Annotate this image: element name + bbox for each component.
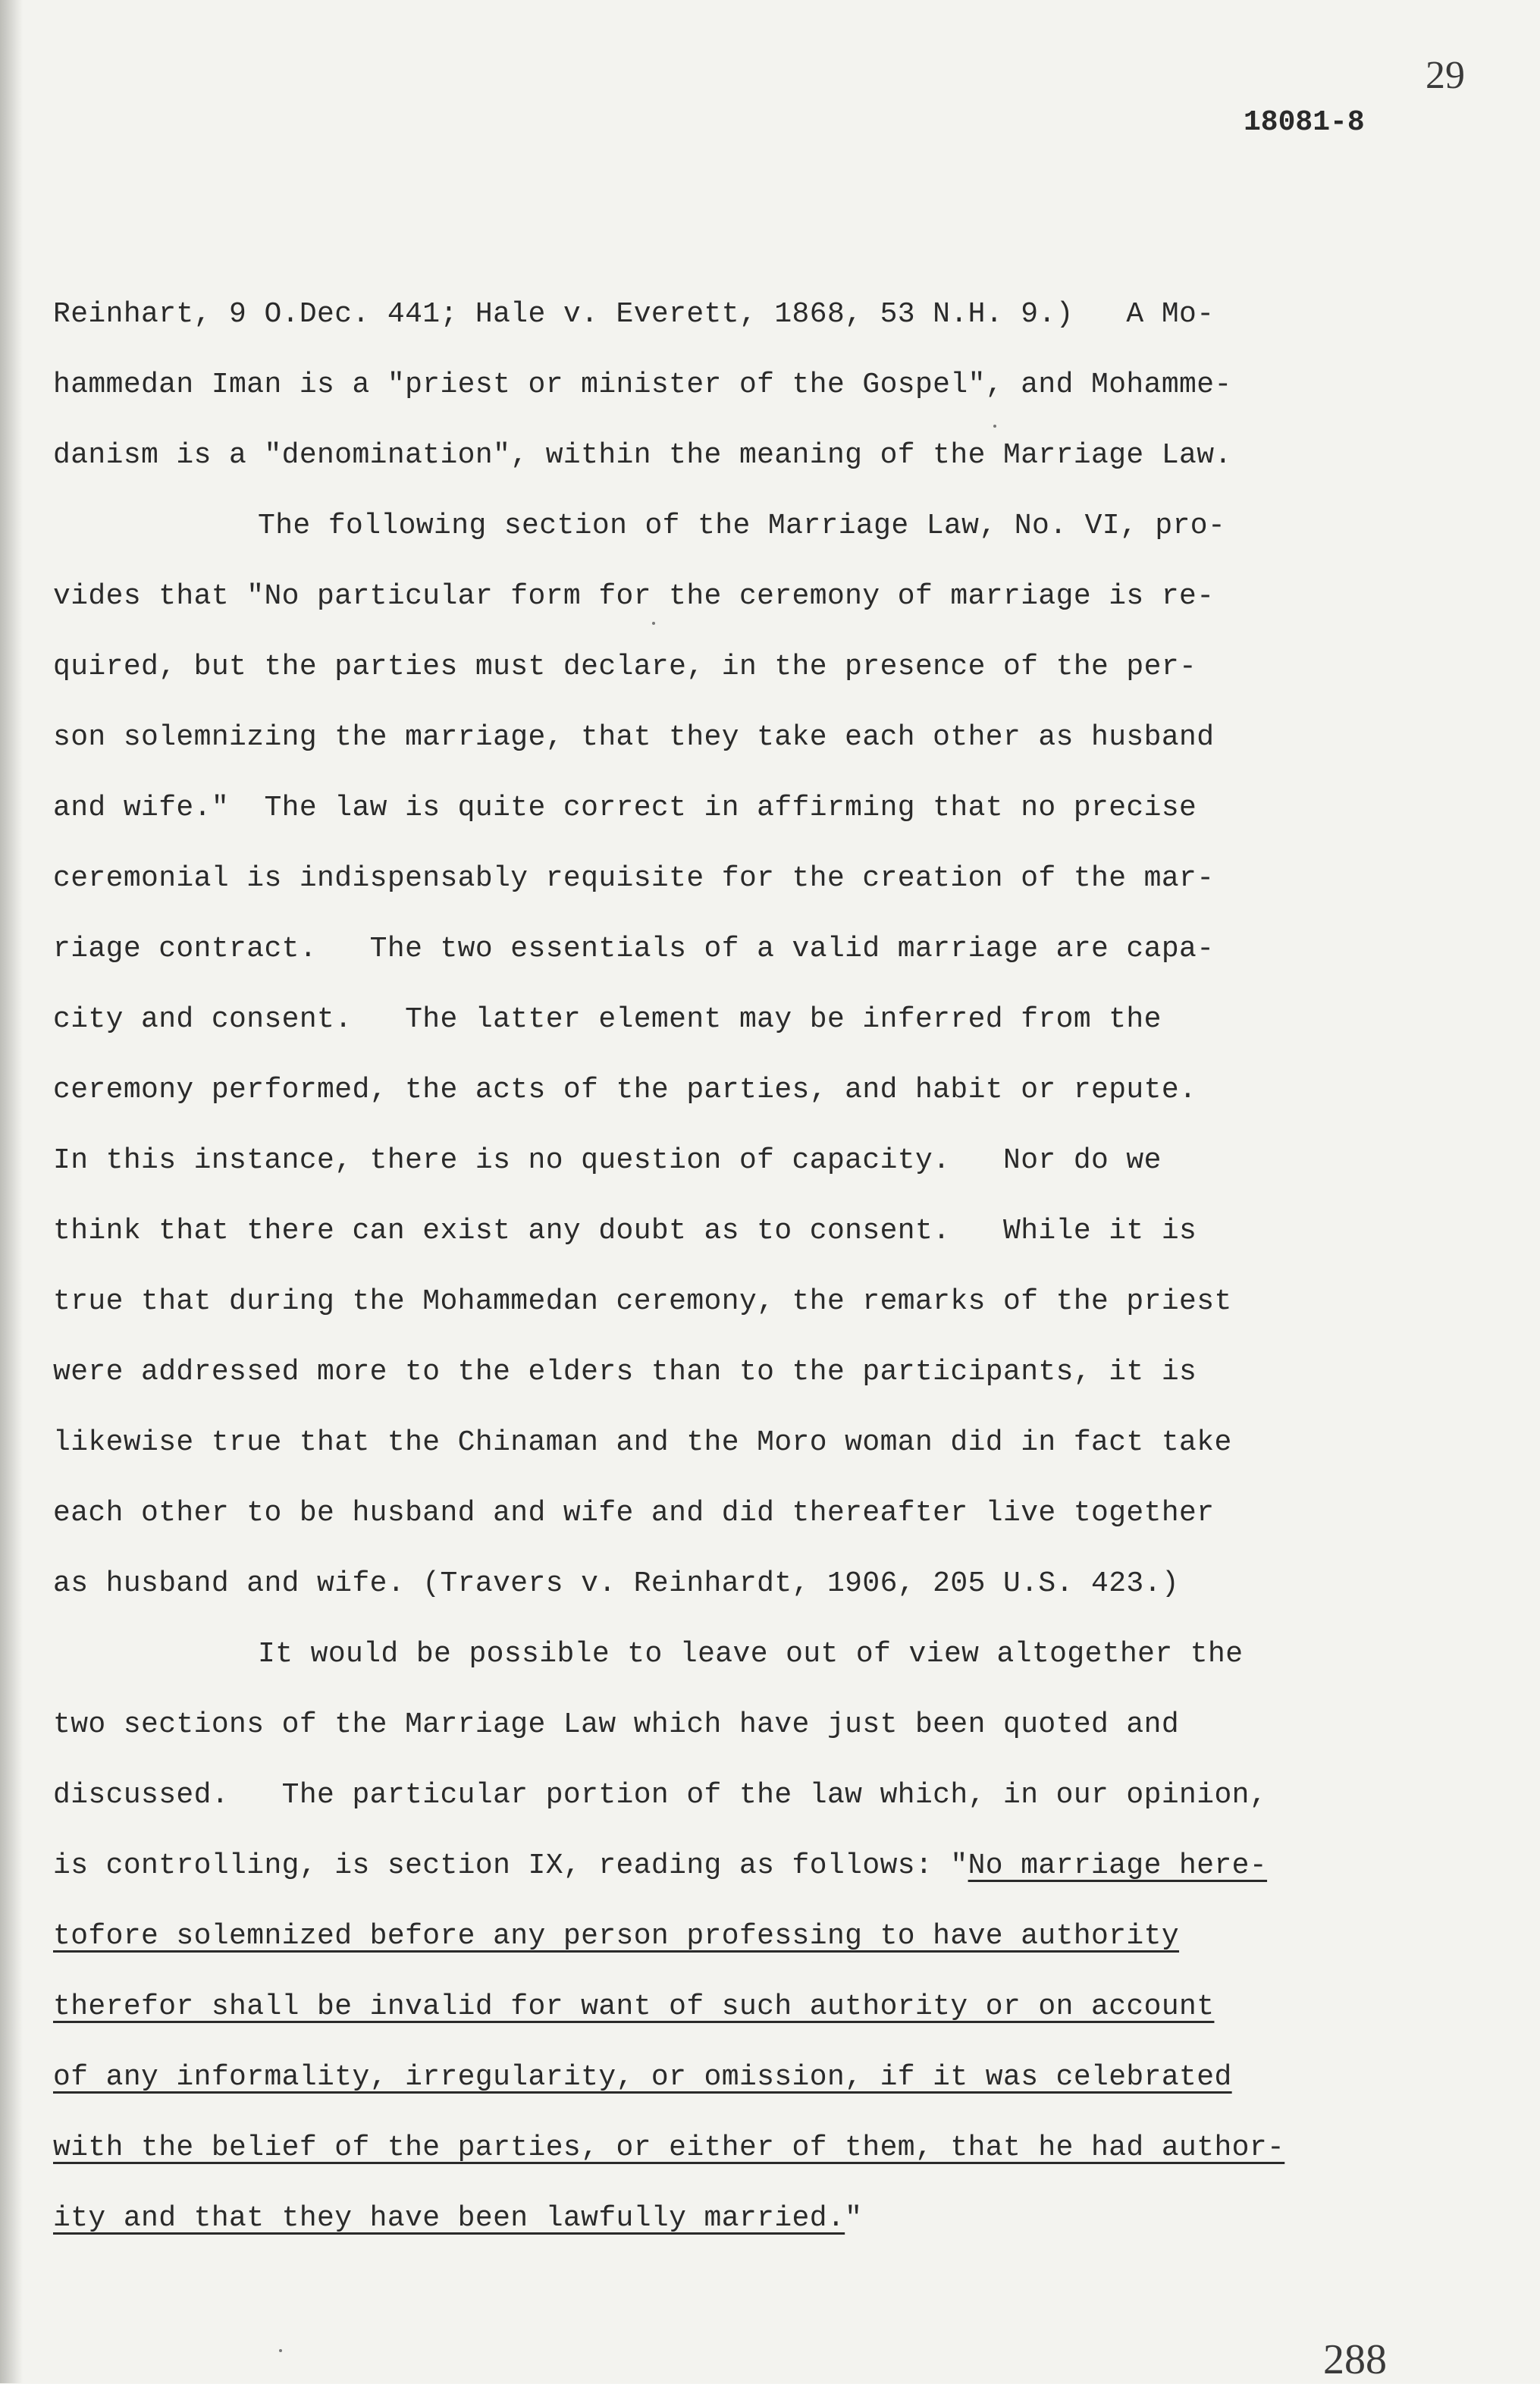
text-line: each other to be husband and wife and did thereafter live together	[53, 1497, 1215, 1529]
text-line: hammedan Iman is a "priest or minister of the Gospel", and Mohamme-	[53, 369, 1232, 401]
document-number: 18081-8	[1244, 106, 1365, 139]
text-line: ceremony performed, the acts of the parties, and habit or repute.	[53, 1074, 1197, 1106]
text-line: son solemnizing the marriage, that they take each other as husband	[53, 721, 1215, 754]
text-line	[53, 1972, 1479, 2042]
underlined-quote-line: of any informality, irregularity, or omission, if it was celebrated	[53, 2061, 1232, 2094]
text-line: and wife." The law is quite correct in affirming that no precise	[53, 792, 1197, 824]
text-line	[53, 1901, 1479, 1972]
text-line	[53, 1830, 1479, 1901]
underlined-quote-line: ity and that they have been lawfully married.	[53, 2202, 845, 2235]
text-line: riage contract. The two essentials of a valid marriage are capa-	[53, 933, 1215, 965]
text-line: think that there can exist any doubt as to consent. While it is	[53, 1215, 1197, 1247]
text-line	[53, 2113, 1479, 2183]
scan-speck	[279, 2349, 282, 2352]
underlined-quote-fragment: No marriage here-	[968, 1849, 1268, 1882]
text-line	[53, 2183, 1479, 2254]
text-line: danism is a "denomination", within the meaning of the Marriage Law.	[53, 439, 1232, 472]
text-line: quired, but the parties must declare, in the presence of the per-	[53, 651, 1197, 683]
text-line: vides that "No particular form for the ceremony of marriage is re-	[53, 580, 1215, 613]
text-line: discussed. The particular portion of the law which, in our opinion,	[53, 1779, 1268, 1812]
text-line: Reinhart, 9 O.Dec. 441; Hale v. Everett, 1868, 53 N.H. 9.) A Mo-	[53, 298, 1215, 331]
text-line: city and consent. The latter element may be inferred from the	[53, 1003, 1162, 1036]
text-line: two sections of the Marriage Law which have just been quoted and	[53, 1708, 1180, 1741]
bottom-page-mark: 288	[1323, 2336, 1387, 2383]
underlined-quote-line: tofore solemnized before any person professing to have authority	[53, 1920, 1180, 1953]
text-line: ceremonial is indispensably requisite for the creation of the mar-	[53, 862, 1215, 895]
scan-speck	[993, 425, 996, 428]
text-line: were addressed more to the elders than to the participants, it is	[53, 1356, 1197, 1388]
text-line	[53, 2042, 1479, 2113]
scan-left-edge	[0, 0, 23, 2383]
body-text	[53, 279, 1479, 2254]
text-line-paragraph-start: It would be possible to leave out of view altogether the	[258, 1638, 1244, 1670]
text-line: as husband and wife. (Travers v. Reinhardt, 1906, 205 U.S. 423.)	[53, 1567, 1180, 1600]
text-line: likewise true that the Chinaman and the Moro woman did in fact take	[53, 1426, 1232, 1459]
underlined-quote-line: therefor shall be invalid for want of such authority or on account	[53, 1990, 1215, 2023]
text-line: In this instance, there is no question of capacity. Nor do we	[53, 1144, 1162, 1177]
text-fragment: is controlling, is section IX, reading as follows: "	[53, 1849, 968, 1882]
scan-speck	[652, 622, 655, 625]
closing-quote: "	[845, 2202, 863, 2235]
text-line-paragraph-start: The following section of the Marriage Law, No. VI, pro-	[258, 510, 1226, 542]
text-line: true that during the Mohammedan ceremony, the remarks of the priest	[53, 1285, 1232, 1318]
folio-number: 29	[1426, 54, 1465, 97]
underlined-quote-line: with the belief of the parties, or either of them, that he had author-	[53, 2131, 1285, 2164]
